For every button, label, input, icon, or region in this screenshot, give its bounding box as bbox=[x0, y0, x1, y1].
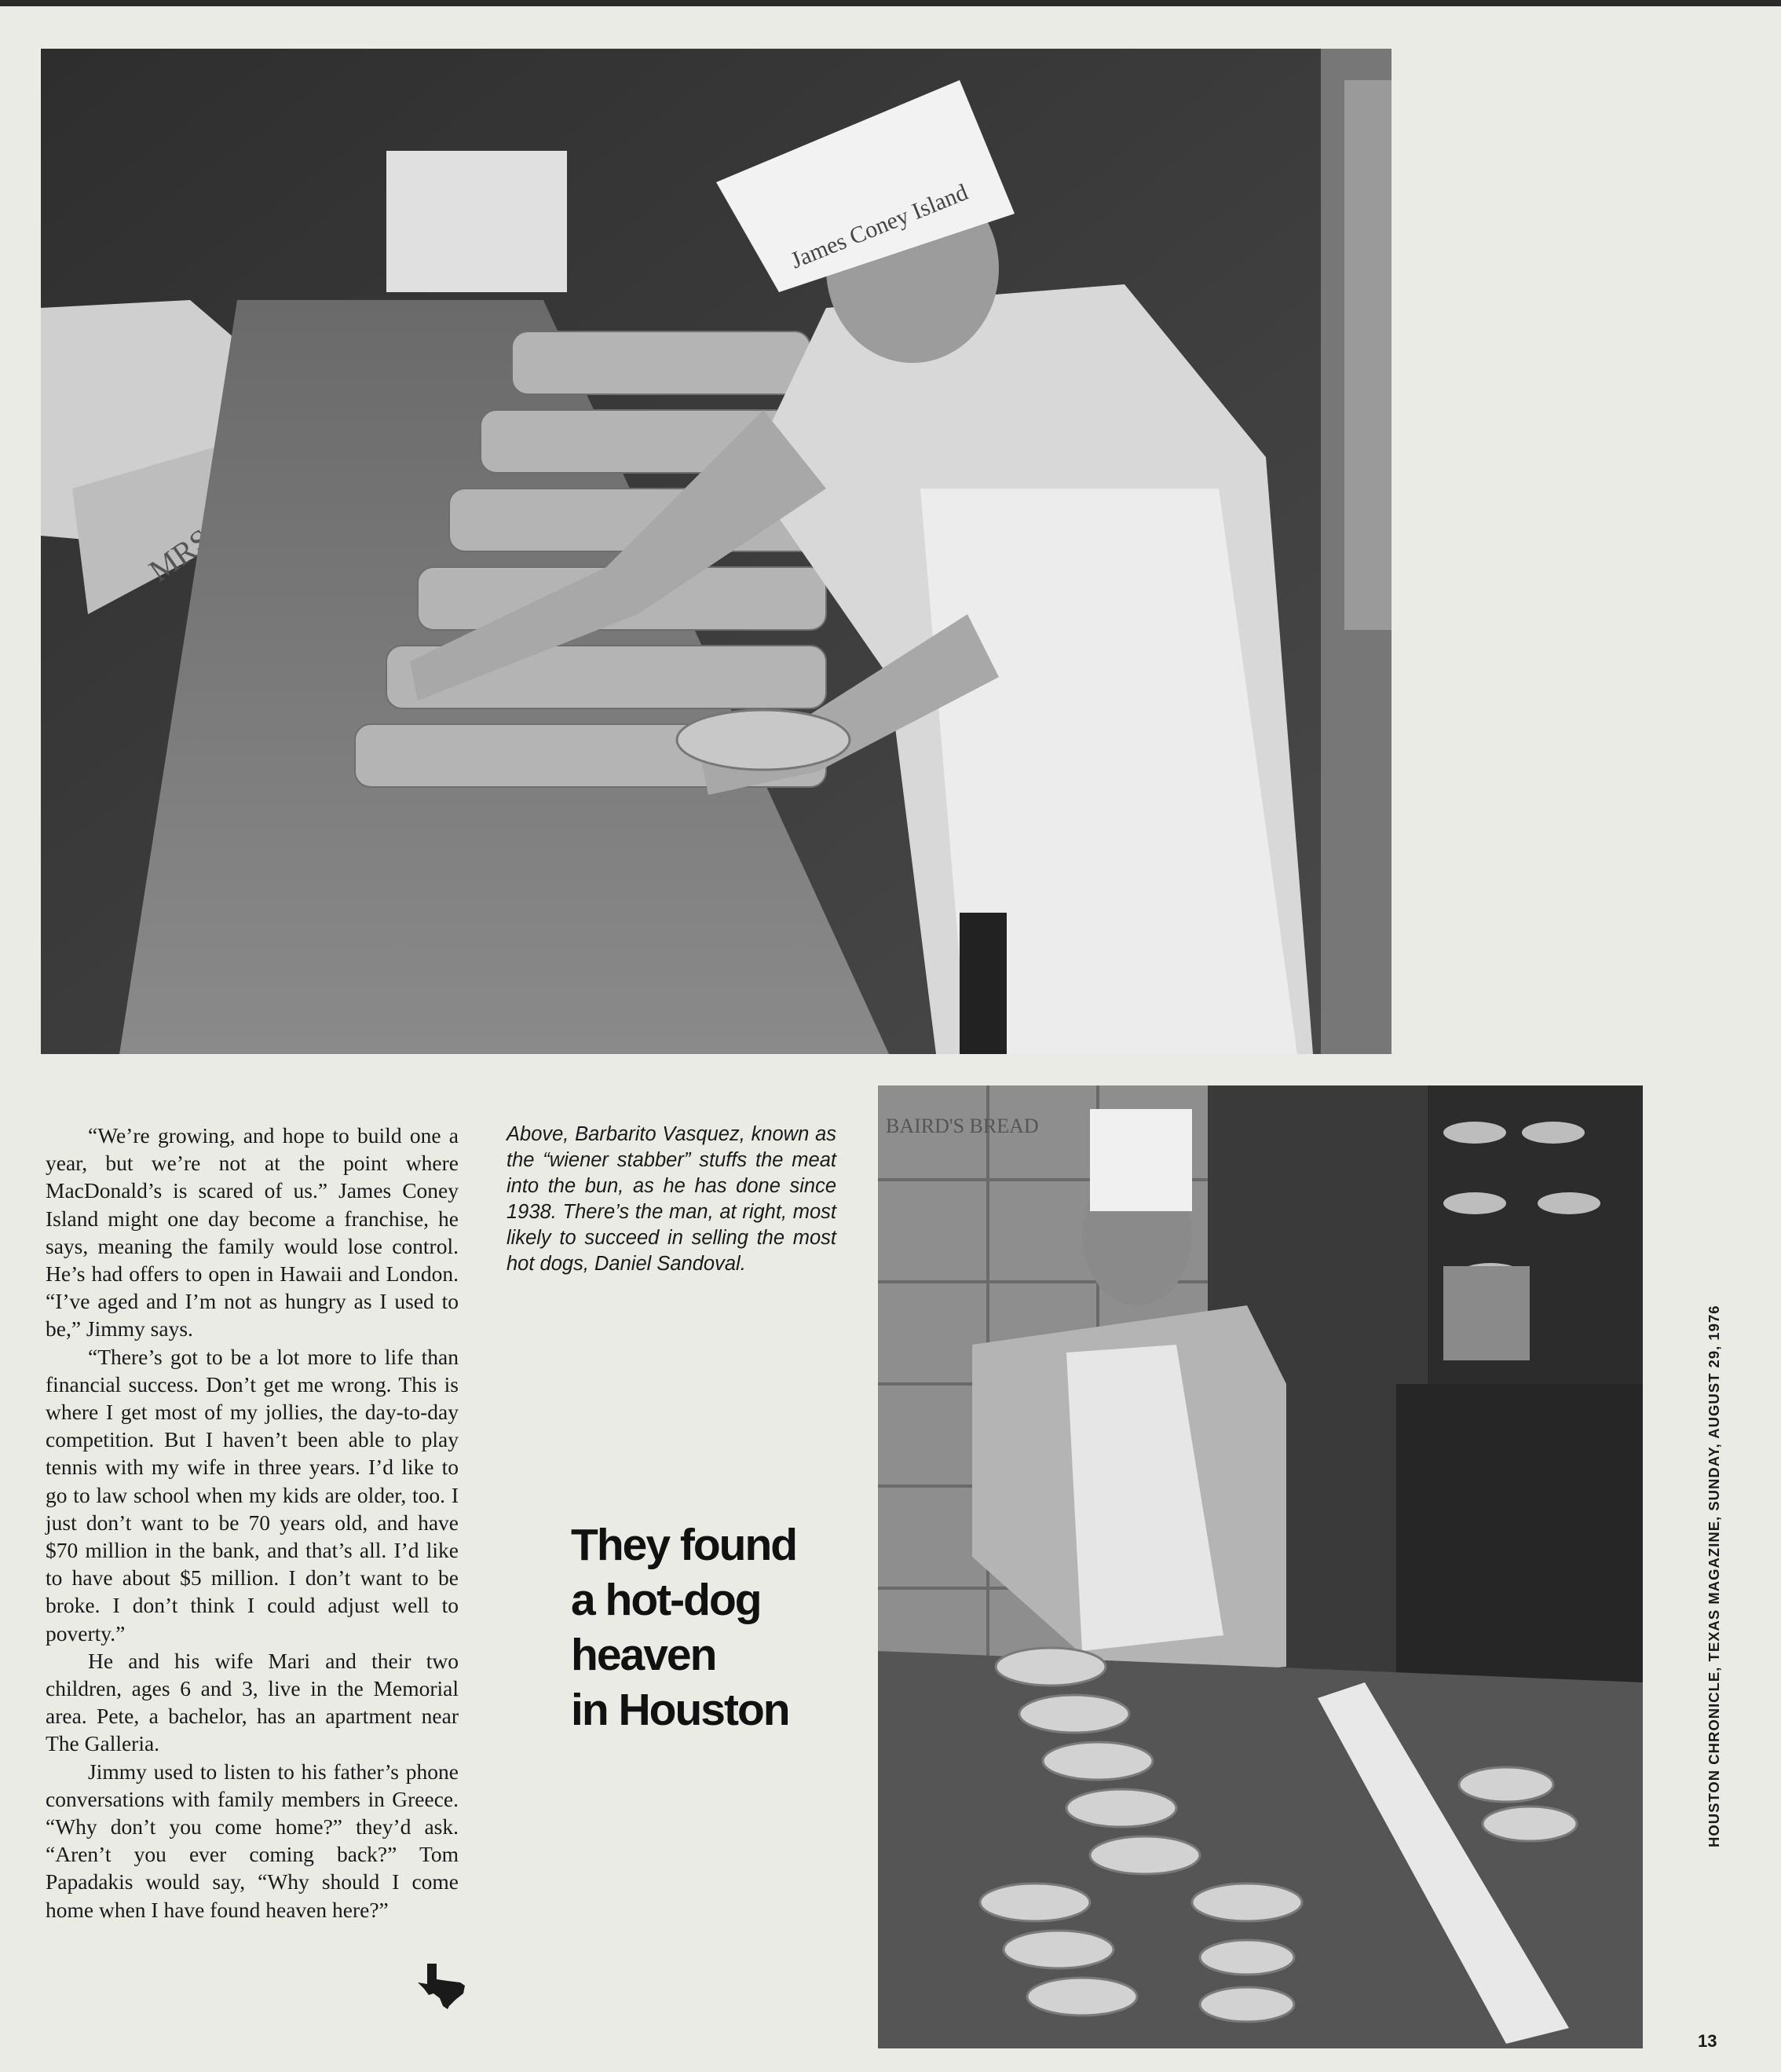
headline-line-3: heaven bbox=[571, 1630, 716, 1680]
hat-label: James Coney Island bbox=[787, 178, 972, 274]
photo-hot-dog-server-illustration bbox=[878, 1085, 1643, 2048]
article-paragraph-3: He and his wife Mari and their two children, ages 6 and 3, live in the Memorial area. Pete, a bachelor, has an apartment near The Galleria. bbox=[46, 1648, 459, 1756]
publication-sideline: HOUSTON CHRONICLE, TEXAS MAGAZINE, SUNDAY, AUGUST 29, 1976 bbox=[1706, 1305, 1722, 1847]
top-rule bbox=[0, 0, 1781, 6]
photo-hot-dog-stuffer-illustration bbox=[41, 49, 1392, 1054]
headline-line-2: a hot-dog bbox=[571, 1575, 761, 1625]
headline-line-4: in Houston bbox=[571, 1685, 789, 1735]
texas-logo bbox=[416, 1962, 466, 2009]
article-paragraph-1: “We’re growing, and hope to build one a year, but we’re not at the point where MacDonald’s is scared of us.” James Coney Island might one day become a franchise, he says, meaning the family would lose control. He’s had offers to open in Hawaii and London. “I’ve aged and I’m not as hungry as I used to be,” Jimmy says. bbox=[46, 1123, 459, 1342]
article-paragraph-2: “There’s got to be a lot more to life than financial success. Don’t get me wrong. This is where I get most of my jollies, the day-to-day competition. But I haven’t been able to play tennis with my wife in three years. I’d like to go to law school when my kids are older, too. I just don’t want to be 70 years old, and have $70 million in the bank, and that’s all. I’d like to have about $5 million. I don’t want to be broke. I don’t think I could adjust well to poverty.” bbox=[46, 1344, 459, 1646]
box-label-right: BAIRD'S BREAD bbox=[886, 1115, 1039, 1137]
photo-hot-dog-server bbox=[878, 1085, 1643, 2048]
article-body bbox=[46, 1122, 459, 1924]
page-number: 13 bbox=[1698, 2031, 1717, 2051]
headline bbox=[571, 1517, 830, 1737]
photo-caption: Above, Barbarito Vasquez, known as the “wiener stabber” stuffs the meat into the bun, as he has done since 1938. There’s the man, at right, most likely to succeed in selling the most hot dogs, Daniel Sandoval. bbox=[507, 1123, 836, 1275]
headline-line-1: They found bbox=[571, 1520, 797, 1570]
photo-hot-dog-stuffer bbox=[41, 49, 1392, 1054]
article-paragraph-4: Jimmy used to listen to his father’s phone conversations with family members in Greece. “Why don’t you come home?” they’d ask. “Aren’t you ever coming back?” Tom Papadakis would say, “Why should I come home when I have found heaven here?” bbox=[46, 1759, 459, 1922]
